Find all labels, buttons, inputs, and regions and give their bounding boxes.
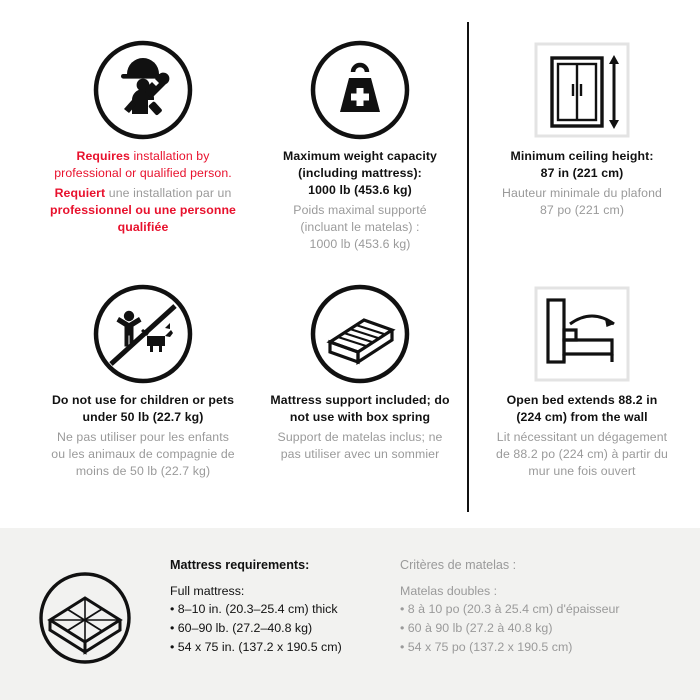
requirements-title-en: Mattress requirements:: [170, 558, 310, 572]
requirements-subtitle-en: Full mattress:: [170, 584, 245, 598]
feature-cell-no-children-pets: [34, 284, 252, 480]
requirements-title-fr: Critères de matelas :: [400, 558, 517, 572]
worker-with-wrench-icon: [34, 40, 252, 140]
no-children-or-pets-icon: [34, 284, 252, 384]
weight-plus-icon: [250, 40, 470, 140]
tufted-mattress-icon: [30, 572, 140, 664]
feature-cell-open-bed-clearance: [478, 284, 686, 480]
requirements-bullet: • 60 à 90 lb (27.2 à 40.8 kg): [400, 621, 553, 635]
feature-caption-en: Open bed extends 88.2 in (224 cm) from the wall: [506, 393, 658, 424]
feature-caption-fr: Hauteur minimale du plafond 87 po (221 cm): [502, 186, 662, 217]
requirements-subtitle-fr: Matelas doubles :: [400, 584, 498, 598]
requirements-bullet: • 60–90 lb. (27.2–40.8 kg): [170, 621, 313, 635]
feature-caption-fr: Ne pas utiliser pour les enfants ou les animaux de compagnie de moins de 50 lb (22.7 kg): [51, 430, 235, 478]
requirements-bullet: • 8 à 10 po (20.3 à 25.4 cm) d'épaisseur: [400, 602, 620, 616]
requirements-bullet: • 54 x 75 in. (137.2 x 190.5 cm): [170, 640, 342, 654]
ceiling-height-arrow-icon: [478, 40, 686, 140]
feature-cell-mattress-support: [250, 284, 470, 463]
slat-mattress-support-icon: [250, 284, 470, 384]
open-bed-clearance-icon: [478, 284, 686, 384]
feature-caption-fr: Support de matelas inclus; ne pas utiliser avec un sommier: [277, 430, 443, 461]
feature-cell-weight: [250, 40, 470, 253]
feature-caption-en: Mattress support included; do not use with box spring: [270, 393, 450, 424]
feature-caption-fr: Lit nécessitant un dégagement de 88.2 po (224 cm) à partir du mur une fois ouvert: [496, 430, 668, 478]
feature-caption-en: Do not use for children or pets under 50 lb (22.7 kg): [51, 393, 235, 424]
requirements-bullet: • 54 x 75 po (137.2 x 190.5 cm): [400, 640, 573, 654]
feature-caption-en: Requires installation by professional or qualified person.: [54, 149, 232, 180]
feature-caption-en: Minimum ceiling height: 87 in (221 cm): [510, 149, 654, 180]
mattress-requirements-panel: [0, 528, 700, 700]
feature-caption-fr: Poids maximal supporté (incluant le matelas) : 1000 lb (453.6 kg): [293, 203, 427, 251]
feature-caption-fr: Requiert une installation par un professionnel ou une personne qualifiée: [49, 186, 236, 234]
feature-caption-en: Maximum weight capacity (including mattress): 1000 lb (453.6 kg): [282, 149, 437, 197]
feature-cell-ceiling-height: [478, 40, 686, 219]
requirements-column-en: [170, 558, 385, 657]
feature-cell-installation: [34, 40, 252, 236]
requirements-bullet: • 8–10 in. (20.3–25.4 cm) thick: [170, 602, 338, 616]
requirements-column-fr: [400, 558, 630, 657]
